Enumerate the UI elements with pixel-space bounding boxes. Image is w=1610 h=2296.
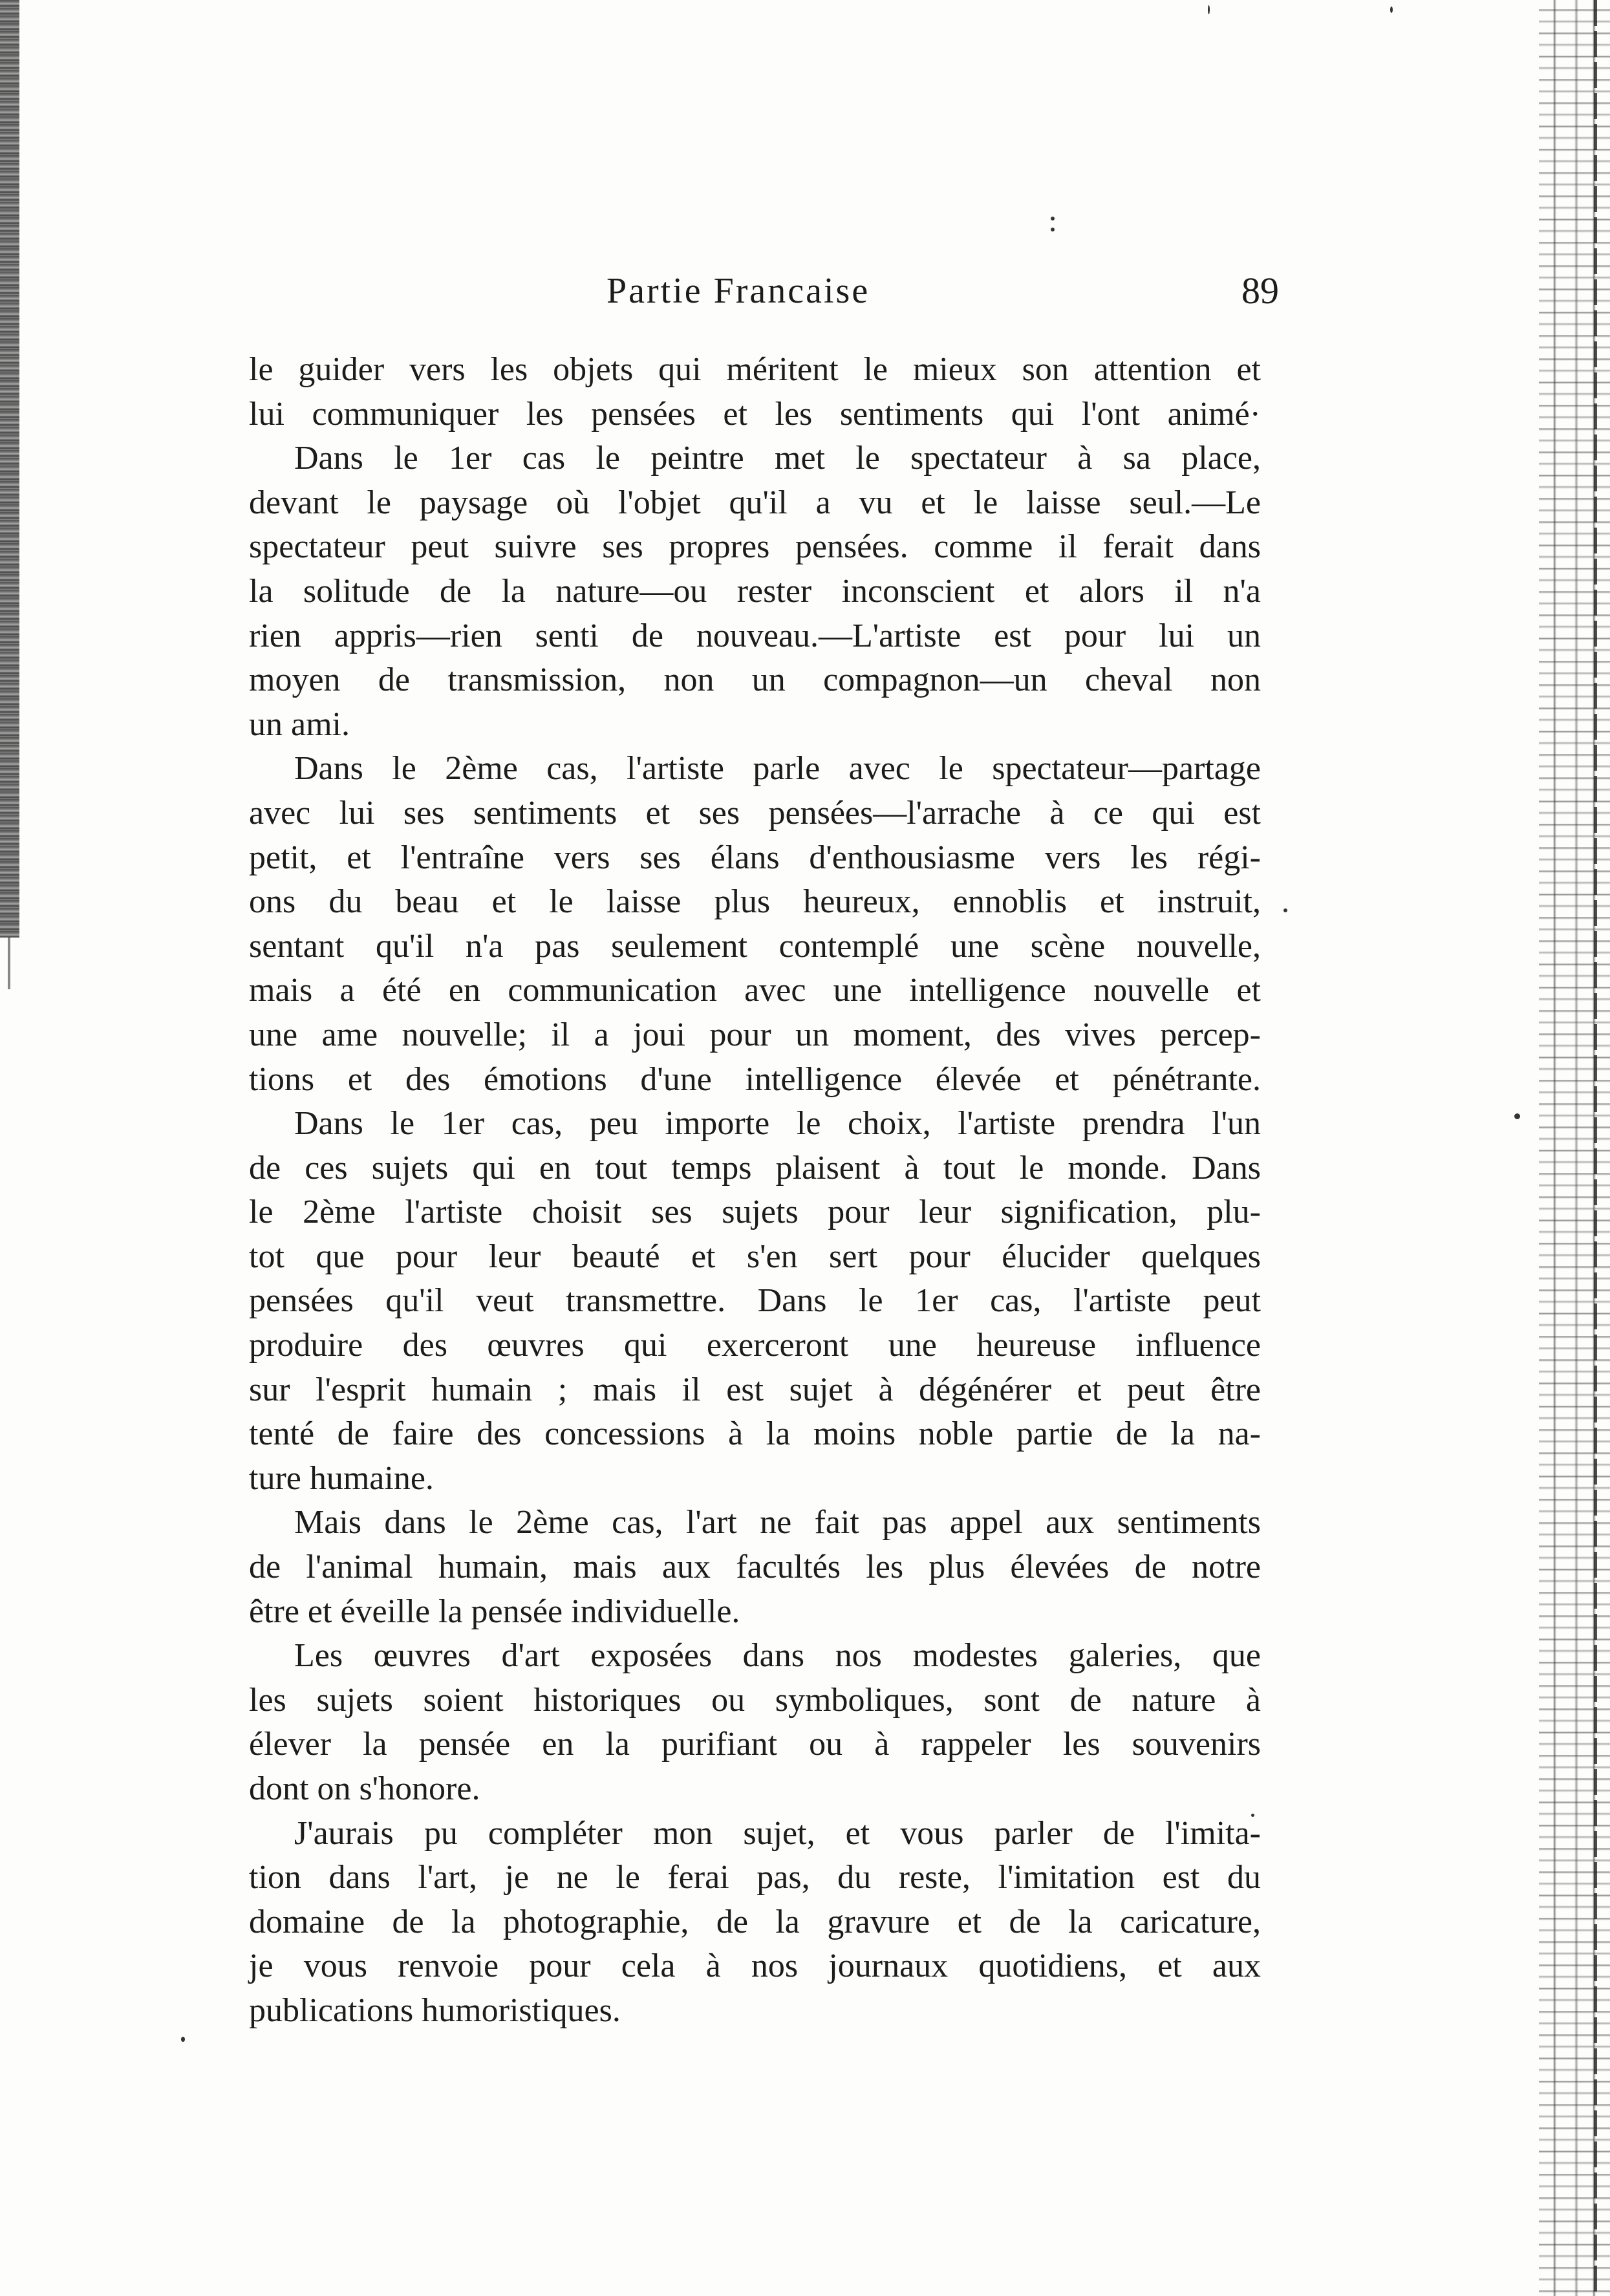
- text-line: J'aurais pu compléter mon sujet, et vous parler de l'imita-: [294, 1814, 1261, 1852]
- text-line: de ces sujets qui en tout temps plaisent à tout le monde. Dans: [249, 1149, 1261, 1186]
- text-line: pensées qu'il veut transmettre. Dans le 1er cas, l'artiste peut: [249, 1282, 1261, 1320]
- text-line: avec lui ses sentiments et ses pensées—l'arrache à ce qui est: [249, 794, 1261, 831]
- text-line: Les œuvres d'art exposées dans nos modestes galeries, que: [294, 1637, 1261, 1675]
- text-line: les sujets soient historiques ou symboliques, sont de nature à: [249, 1681, 1261, 1719]
- text-line: publications humoristiques.: [249, 1991, 621, 2029]
- text-line: tot que pour leur beauté et s'en sert pour élucider quelques: [249, 1238, 1261, 1275]
- text-line: rien appris—rien senti de nouveau.—L'artiste est pour lui un: [249, 617, 1261, 654]
- scan-speck: [1390, 6, 1393, 13]
- text-line: mais a été en communication avec une intelligence nouvelle et: [249, 972, 1261, 1009]
- text-line: petit, et l'entraîne vers ses élans d'enthousiasme vers les régi-: [249, 839, 1261, 876]
- text-line: élever la pensée en la purifiant ou à rappeler les souvenirs: [249, 1726, 1261, 1763]
- text-line: tion dans l'art, je ne le ferai pas, du reste, l'imitation est du: [249, 1859, 1261, 1896]
- text-line: produire des œuvres qui exerceront une heureuse influence: [249, 1327, 1261, 1364]
- page-number: 89: [1241, 270, 1279, 312]
- scan-speck: [1283, 908, 1287, 912]
- text-line: une ame nouvelle; il a joui pour un moment, des vives percep-: [249, 1016, 1261, 1053]
- text-line: de l'animal humain, mais aux facultés les plus élevées de notre: [249, 1549, 1261, 1586]
- scan-edge-right: [1539, 0, 1610, 2296]
- text-line: devant le paysage où l'objet qu'il a vu et le laisse seul.—Le: [249, 484, 1261, 521]
- scan-speck: [181, 2037, 185, 2042]
- scan-edge-left: [0, 0, 19, 938]
- text-line: tions et des émotions d'une intelligence élevée et pénétrante.: [249, 1060, 1261, 1098]
- text-line: la solitude de la nature—ou rester inconscient et alors il n'a: [249, 572, 1261, 610]
- text-line: Dans le 1er cas le peintre met le spectateur à sa place,: [294, 440, 1261, 477]
- text-line: Mais dans le 2ème cas, l'art ne fait pas appel aux sentiments: [294, 1504, 1261, 1541]
- scan-speck: [1514, 1113, 1520, 1119]
- text-line: ture humaine.: [249, 1459, 434, 1497]
- text-line: tenté de faire des concessions à la moins noble partie de la na-: [249, 1415, 1261, 1453]
- scan-speck: [1208, 5, 1210, 14]
- text-line: je vous renvoie pour cela à nos journaux quotidiens, et aux: [249, 1947, 1261, 1985]
- text-line: dont on s'honore.: [249, 1770, 480, 1807]
- text-line: Dans le 1er cas, peu importe le choix, l'artiste prendra l'un: [294, 1105, 1261, 1143]
- text-line: être et éveille la pensée individuelle.: [249, 1593, 740, 1630]
- body-text: [249, 348, 1261, 2033]
- text-line: sur l'esprit humain ; mais il est sujet à dégénérer et peut être: [249, 1371, 1261, 1408]
- text-line: un ami.: [249, 705, 350, 743]
- text-line: moyen de transmission, non un compagnon—un cheval non: [249, 661, 1261, 699]
- text-line: le 2ème l'artiste choisit ses sujets pour leur signification, plu-: [249, 1194, 1261, 1231]
- scan-edge-right-line: [1594, 0, 1597, 2296]
- text-line: lui communiquer les pensées et les sentiments qui l'ont animé·: [249, 395, 1261, 433]
- running-title: Partie Francaise: [606, 271, 870, 311]
- text-line: sentant qu'il n'a pas seulement contemplé une scène nouvelle,: [249, 927, 1261, 965]
- text-line: domaine de la photographie, de la gravure et de la caricature,: [249, 1903, 1261, 1940]
- text-line: spectateur peut suivre ses propres pensées. comme il ferait dans: [249, 528, 1261, 566]
- text-line: le guider vers les objets qui méritent le mieux son attention et: [249, 351, 1261, 388]
- scan-speck: [1051, 228, 1055, 231]
- scan-speck: [1051, 217, 1055, 220]
- text-line: ons du beau et le laisse plus heureux, ennoblis et instruit,: [249, 883, 1261, 921]
- scan-edge-left-mark: [8, 938, 10, 989]
- page-header: [244, 265, 1279, 317]
- text-line: Dans le 2ème cas, l'artiste parle avec le spectateur—partage: [294, 750, 1261, 788]
